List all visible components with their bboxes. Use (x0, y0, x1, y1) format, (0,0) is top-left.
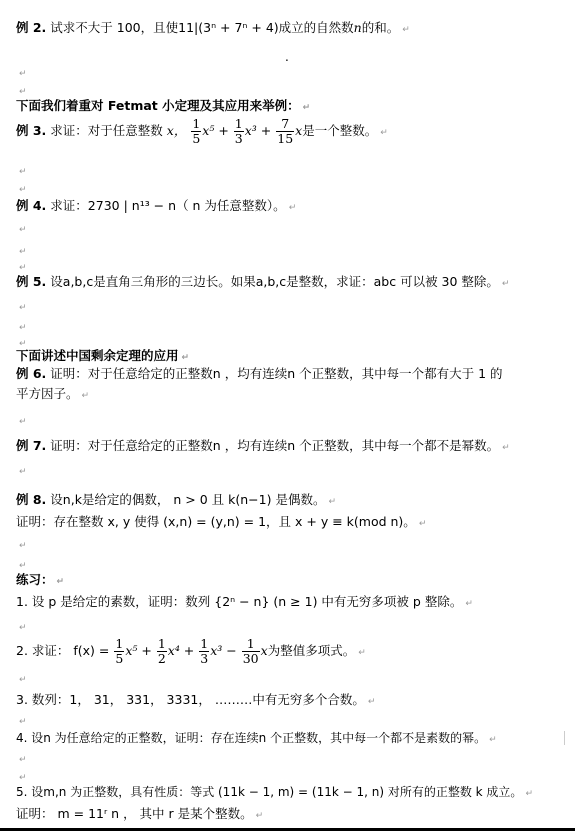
blank-line (16, 298, 27, 316)
paragraph-mark: ↵ (19, 467, 27, 477)
blank-line (16, 180, 27, 198)
paragraph-mark: ↵ (19, 185, 27, 195)
paragraph-mark: ↵ (19, 69, 27, 79)
fraction-1-30: $\frac{1}{30}$ (242, 636, 259, 666)
example-6-label: 例 6. (16, 366, 47, 381)
practice-2-tail: 为整值多项式。 (267, 643, 356, 658)
example-6-continued (16, 386, 89, 404)
example-5 (16, 274, 509, 292)
paragraph-mark: ↵ (19, 87, 27, 97)
blank-line (16, 462, 27, 480)
paragraph-mark: ↵ (19, 247, 27, 257)
paragraph-mark: ↵ (81, 391, 90, 401)
fraction-1-5: $\frac{1}{5}$ (115, 636, 124, 666)
example-6-text: 证明：对于任意给定的正整数n ，均有连续n 个正整数，其中每一个都有大于 1 的 (50, 366, 503, 381)
practice-3-text: 3. 数列：1， 31， 331， 3331， ………中有无穷多个合数。 (16, 692, 365, 707)
paragraph-mark: ↵ (19, 263, 27, 273)
practice-5-proof-text: 证明： m = 11ʳ n ， 其中 r 是某个整数。 (16, 806, 253, 821)
example-2 (16, 20, 410, 38)
paragraph-mark: ↵ (19, 623, 27, 633)
example-2-tail: 的和。 (361, 20, 400, 35)
paragraph-mark: ↵ (402, 25, 410, 35)
practice-2 (16, 636, 366, 668)
paragraph-mark: ↵ (19, 167, 27, 177)
paragraph-mark: ↵ (19, 417, 27, 427)
term-x4: x⁴ + (167, 643, 195, 658)
blank-line (16, 712, 27, 730)
example-4-text: 求证：2730 | n¹³ − n (50, 198, 177, 213)
paragraph-mark: ↵ (19, 541, 27, 551)
paragraph-mark: ↵ (288, 203, 297, 213)
paragraph-mark: ↵ (19, 755, 27, 765)
stray-dot: . (285, 50, 289, 64)
term-x: x (295, 123, 303, 138)
practice-5-text: 5. 设m,n 为正整数，具有性质：等式 (11k − 1, m) = (11k − 1, n) 对所有的正整数 k 成立。 (16, 785, 523, 799)
paragraph-mark: ↵ (19, 323, 27, 333)
example-4 (16, 198, 296, 216)
practice-4 (16, 730, 497, 748)
example-8-label: 例 8. (16, 492, 47, 507)
paragraph-mark: ↵ (19, 675, 27, 685)
paragraph-mark: ↵ (367, 697, 376, 707)
example-7-text: 证明：对于任意给定的正整数n ，均有连续n 个正整数，其中每一个都不是幂数。 (50, 438, 500, 453)
practice-2-text: 2. 求证： f(x) = (16, 643, 110, 658)
blank-line (16, 536, 27, 554)
practice-1-text: 1. 设 p 是给定的素数，证明：数列 {2ⁿ − n} (n ≥ 1) 中有无穷多项被 p 整除。 (16, 594, 463, 609)
term-x3: x³ + (244, 123, 272, 138)
fraction-1-2: $\frac{1}{2}$ (157, 636, 166, 666)
example-5-text: 设a,b,c是直角三角形的三边长。如果a,b,c是整数，求证：abc 可以被 30 整除。 (50, 274, 499, 289)
example-3-label: 例 3. (16, 123, 47, 138)
blank-line (16, 670, 27, 688)
practice-heading (16, 572, 64, 590)
paragraph-mark: ↵ (255, 811, 264, 821)
example-2-var: n (353, 20, 362, 35)
paragraph-mark: ↵ (501, 279, 510, 289)
practice-heading-text: 练习： (16, 572, 54, 587)
fraction-1-5: $\frac{1}{5}$ (192, 116, 201, 146)
term-x3: x³ − (210, 643, 237, 658)
term-x5: x⁵ + (125, 643, 152, 658)
blank-line (16, 64, 27, 82)
example-3-tail: 是一个整数。 (302, 123, 378, 138)
example-4-label: 例 4. (16, 198, 47, 213)
section-crt-heading (16, 348, 189, 366)
practice-5 (16, 784, 533, 802)
example-5-label: 例 5. (16, 274, 47, 289)
example-4-tail: （ n 为任意整数）。 (176, 198, 286, 213)
practice-5-proof (16, 806, 263, 824)
paragraph-mark: ↵ (56, 577, 65, 587)
paragraph-mark: ↵ (302, 103, 311, 113)
example-8 (16, 492, 336, 510)
example-7-label: 例 7. (16, 438, 47, 453)
paragraph-mark: ↵ (358, 648, 366, 658)
term-x5: x⁵ + (202, 123, 229, 138)
blank-line (16, 220, 27, 238)
paragraph-mark: ↵ (19, 339, 27, 349)
paragraph-mark: ↵ (181, 353, 190, 363)
example-6 (16, 366, 503, 382)
blank-line (16, 618, 27, 636)
paragraph-mark: ↵ (19, 773, 27, 783)
example-3 (16, 116, 388, 148)
paragraph-mark: ↵ (502, 443, 510, 453)
blank-line (16, 750, 27, 768)
blank-line (16, 162, 27, 180)
paragraph-mark: ↵ (19, 717, 27, 727)
example-8-text: 设n,k是给定的偶数， n > 0 且 k(n−1) 是偶数。 (50, 492, 326, 507)
paragraph-mark: ↵ (525, 789, 533, 799)
fraction-1-3: $\frac{1}{3}$ (234, 116, 243, 146)
example-6-continued-text: 平方因子。 (16, 386, 79, 401)
example-3-text: 求证：对于任意整数 (50, 123, 163, 138)
blank-line (16, 412, 27, 430)
term-x: x (260, 643, 268, 658)
example-2-text: 试求不大于 100，且使11|(3ⁿ + 7ⁿ + 4)成立的自然数 (50, 20, 354, 35)
paragraph-mark: ↵ (19, 303, 27, 313)
practice-1 (16, 594, 473, 612)
practice-4-text: 4. 设n 为任意给定的正整数，证明：存在连续n 个正整数，其中每一个都不是素数的幂。 (16, 731, 487, 745)
section-crt-text: 下面讲述中国剩余定理的应用 (16, 348, 179, 363)
section-fermat-text: 下面我们着重对 Fetmat 小定理及其应用来举例： (16, 98, 300, 113)
example-8-proof (16, 514, 426, 532)
example-8-proof-text: 证明：存在整数 x, y 使得 (x,n) = (y,n) = 1，且 x + y ≡ k(mod n)。 (16, 514, 416, 529)
practice-3 (16, 692, 375, 710)
section-fermat-heading (16, 98, 310, 116)
example-7 (16, 438, 510, 456)
fraction-7-15: $\frac{7}{15}$ (277, 116, 294, 146)
fraction-1-3: $\frac{1}{3}$ (200, 636, 209, 666)
paragraph-mark: ↵ (380, 128, 388, 138)
paragraph-mark: ↵ (418, 519, 427, 529)
example-3-var: x， (166, 123, 187, 138)
example-2-label: 例 2. (16, 20, 47, 35)
paragraph-mark: ↵ (19, 225, 27, 235)
page-right-border (564, 731, 575, 745)
paragraph-mark: ↵ (465, 599, 473, 609)
paragraph-mark: ↵ (19, 561, 27, 571)
paragraph-mark: ↵ (489, 735, 497, 745)
paragraph-mark: ↵ (328, 497, 337, 507)
